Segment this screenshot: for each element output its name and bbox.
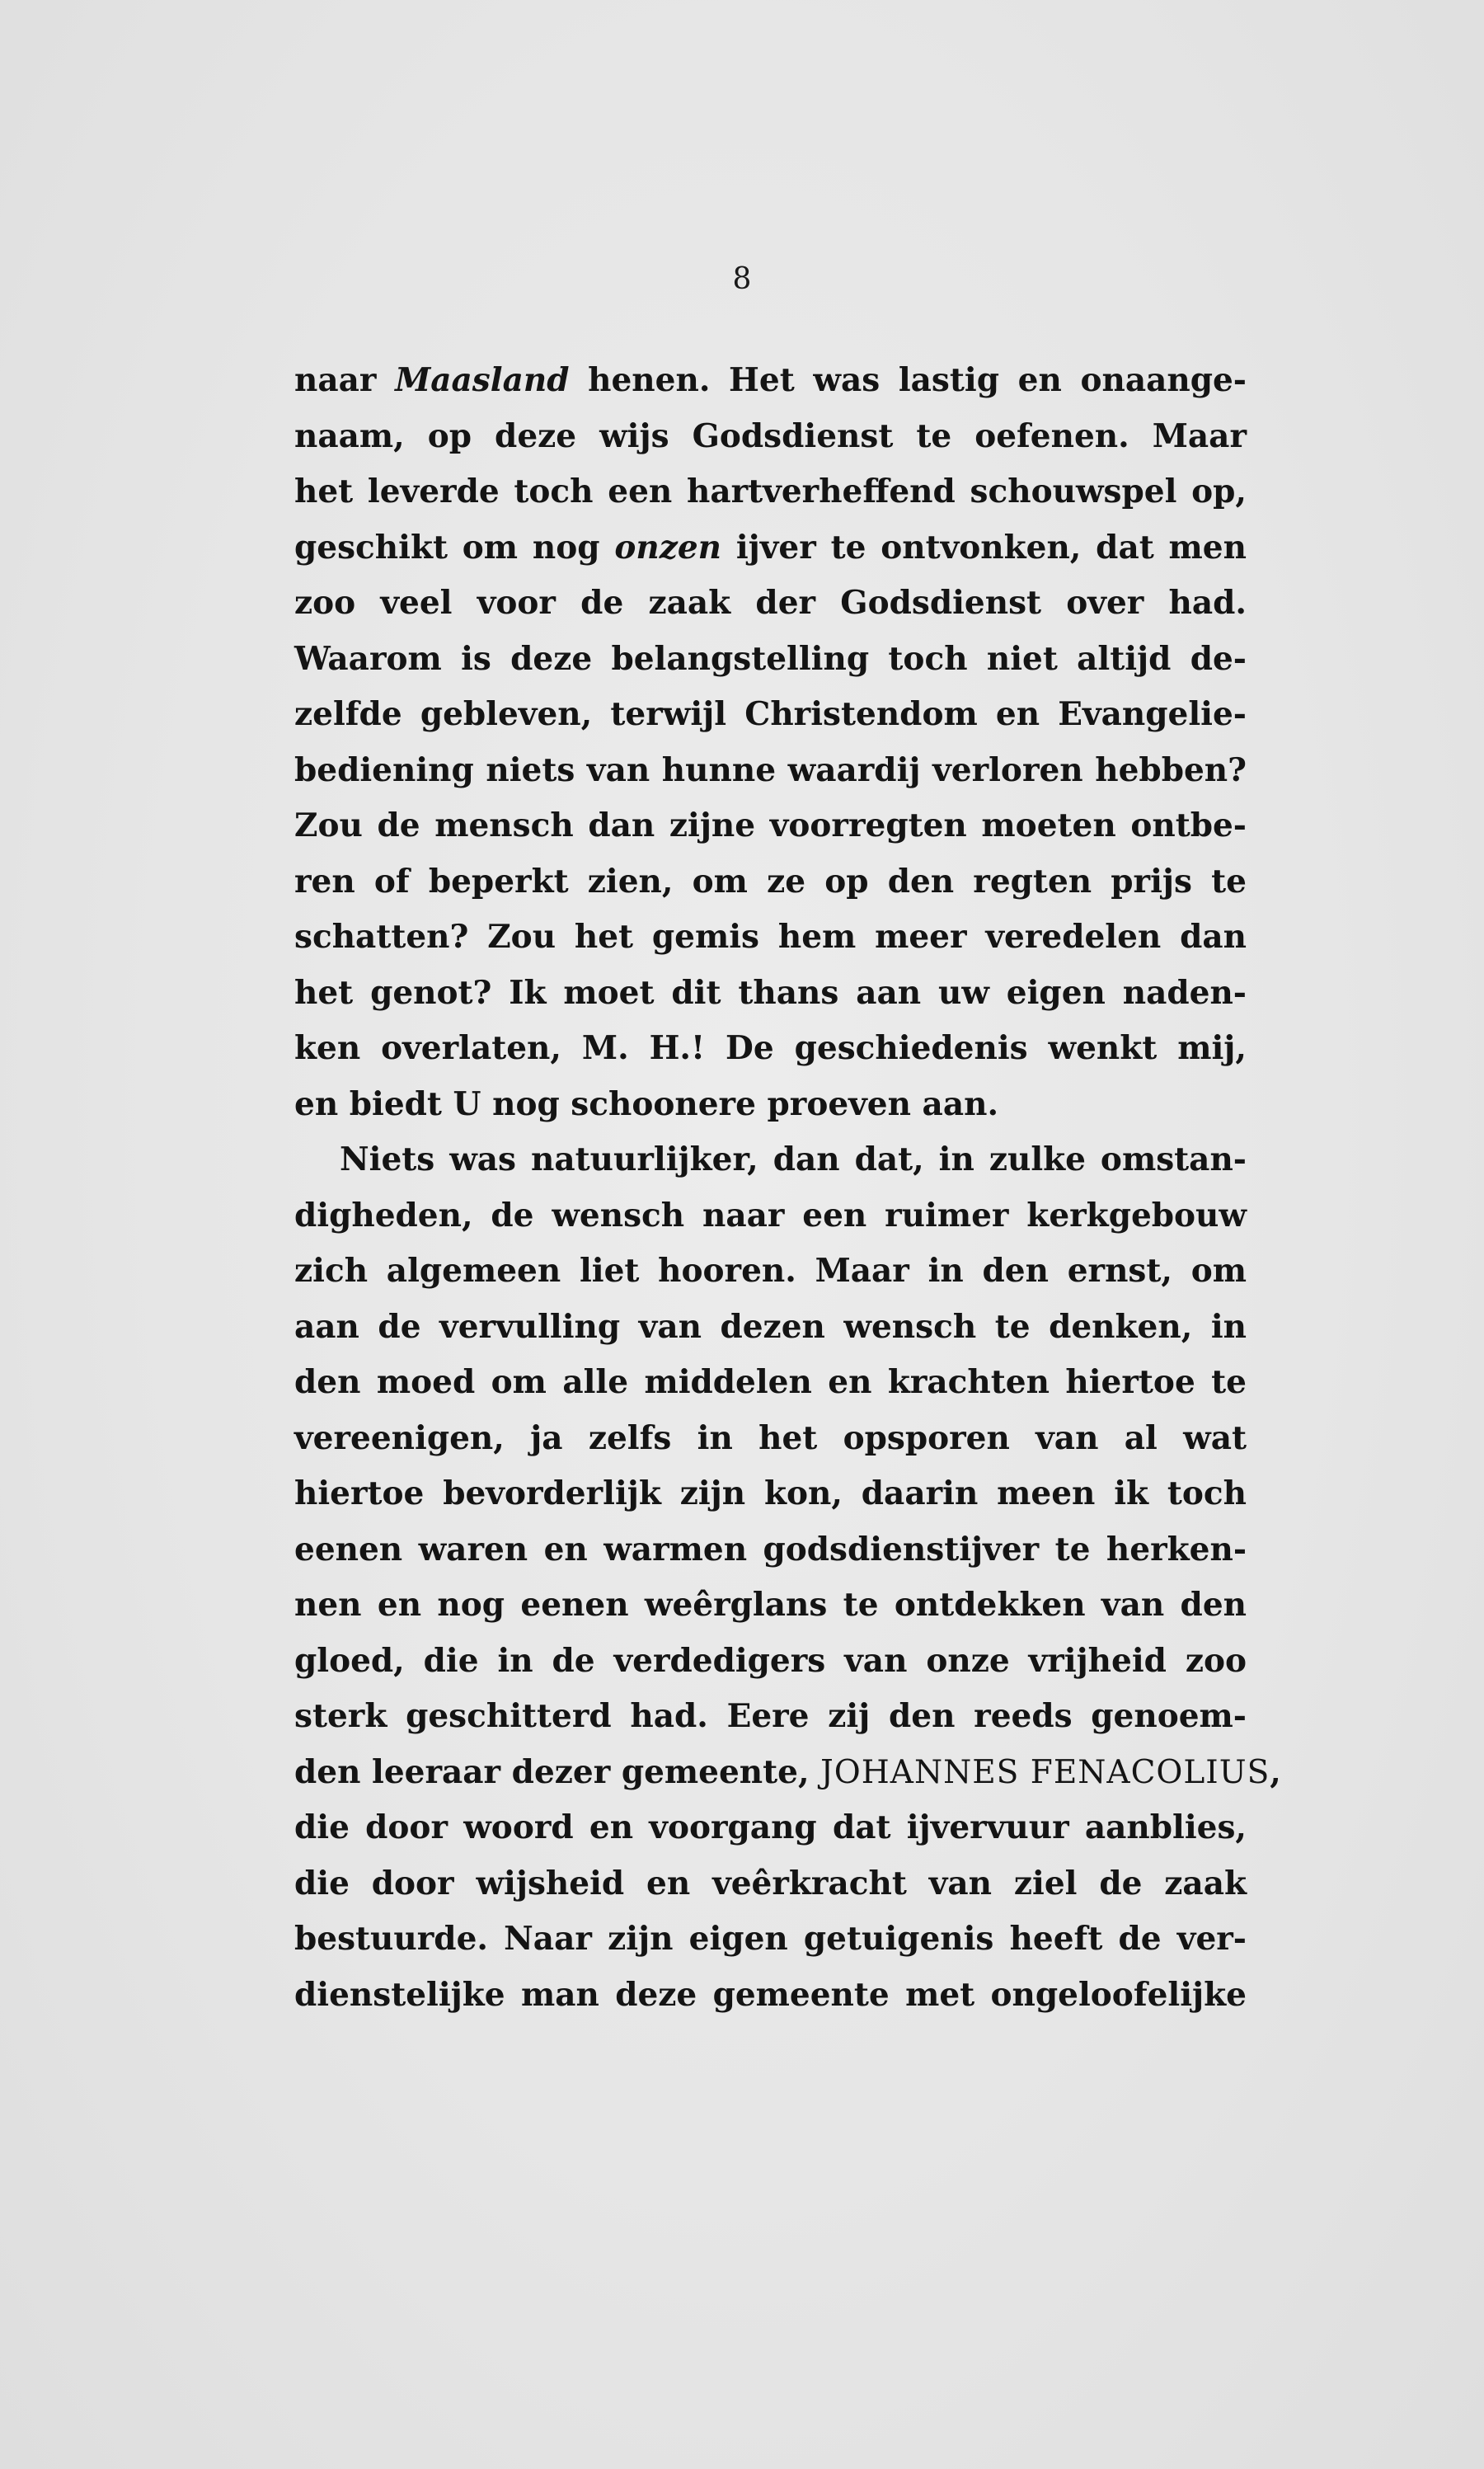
text-line	[294, 854, 1247, 910]
text-span: dienstelijke man deze gemeente met ongeloofelijke	[294, 1975, 1247, 2014]
text-span: die door woord en voorgang dat ijvervuur aanblies,	[294, 1808, 1247, 1846]
text-span: nen en nog eenen weêrglans te ontdekken van den	[294, 1586, 1247, 1624]
text-line	[294, 1466, 1247, 1522]
text-span: henen. Het was lastig en onaange-	[569, 361, 1247, 399]
emphasis-text: Maasland	[395, 361, 570, 399]
text-span: ren of beperkt zien, om ze op den regten prijs te	[294, 862, 1247, 901]
text-line	[294, 1355, 1247, 1411]
text-line	[294, 1856, 1247, 1912]
text-line	[294, 1188, 1247, 1244]
text-span: bediening niets van hunne waardij verloren hebben?	[294, 750, 1247, 789]
text-span: zelfde gebleven, terwijl Christendom en Evangelie-	[294, 695, 1247, 733]
text-line	[294, 1634, 1247, 1690]
text-line	[294, 1244, 1247, 1300]
text-span: naam, op deze wijs Godsdienst te oefenen. Maar	[294, 416, 1247, 455]
text-line	[294, 910, 1247, 966]
text-span: vereenigen, ja zelfs in het opsporen van al wat	[294, 1418, 1247, 1457]
name-smallcaps: JOHANNES FENACOLIUS	[820, 1753, 1270, 1791]
text-line	[294, 743, 1247, 799]
emphasis-text: onzen	[614, 528, 722, 567]
text-line	[294, 1689, 1247, 1745]
text-line	[294, 798, 1247, 854]
text-span: schatten? Zou het gemis hem meer veredelen dan	[294, 918, 1247, 956]
text-span: naar	[294, 361, 396, 399]
text-span: eenen waren en warmen godsdienstijver te herken-	[294, 1530, 1247, 1568]
text-span: bestuurde. Naar zijn eigen getuigenis heeft de ver-	[294, 1920, 1247, 1958]
text-span: het leverde toch een hartverheffend schouwspel op,	[294, 473, 1247, 510]
text-line	[294, 1745, 1281, 1801]
text-span: ijver te ontvonken, dat men	[721, 528, 1247, 567]
text-line	[294, 1968, 1247, 2024]
text-span: Zou de mensch dan zijne voorregten moeten ontbe-	[294, 807, 1247, 844]
text-line	[294, 1522, 1247, 1578]
text-span: geschikt om nog	[294, 528, 615, 567]
text-line	[294, 1411, 1247, 1467]
text-span: zich algemeen liet hooren. Maar in den ernst, om	[294, 1252, 1247, 1290]
text-line	[294, 464, 1247, 520]
page-number: 8	[732, 262, 752, 296]
text-span: gloed, die in de verdedigers van onze vrijheid zoo	[294, 1641, 1247, 1680]
text-line	[294, 1132, 1247, 1188]
text-span: aan de vervulling van dezen wensch te denken, in	[294, 1307, 1247, 1346]
text-span: Niets was natuurlijker, dan dat, in zulke omstan-	[340, 1140, 1247, 1178]
text-span: en biedt U nog schoonere proeven aan.	[294, 1084, 999, 1123]
text-span: die door wijsheid en veêrkracht van ziel de zaak	[294, 1864, 1247, 1902]
text-span: Waarom is deze belangstelling toch niet altijd de-	[294, 639, 1247, 678]
text-line	[294, 353, 1247, 409]
text-line	[294, 1300, 1247, 1356]
text-line	[294, 409, 1247, 465]
text-line	[294, 1800, 1247, 1856]
text-line	[294, 687, 1247, 743]
text-line	[294, 632, 1247, 688]
text-line	[294, 966, 1247, 1022]
text-span: hiertoe bevorderlijk zijn kon, daarin meen ik toch	[294, 1474, 1247, 1512]
text-span: ,	[1270, 1752, 1281, 1791]
text-span: den leeraar dezer gemeente,	[294, 1752, 821, 1791]
text-line	[294, 1912, 1247, 1968]
text-span: het genot? Ik moet dit thans aan uw eigen naden-	[294, 973, 1247, 1012]
text-line	[294, 1578, 1247, 1634]
text-span: den moed om alle middelen en krachten hiertoe te	[294, 1363, 1247, 1401]
text-span: digheden, de wensch naar een ruimer kerkgebouw	[294, 1196, 1247, 1234]
text-span: sterk geschitterd had. Eere zij den reeds genoem-	[294, 1697, 1247, 1735]
text-line	[294, 520, 1247, 576]
text-span: zoo veel voor de zaak der Godsdienst over had.	[294, 584, 1247, 622]
body-text	[294, 353, 1281, 2023]
text-line	[294, 1077, 1247, 1133]
text-line	[294, 576, 1247, 632]
text-line	[294, 1021, 1247, 1077]
text-span: ken overlaten, M. H.! De geschiedenis wenkt mij,	[294, 1029, 1247, 1067]
